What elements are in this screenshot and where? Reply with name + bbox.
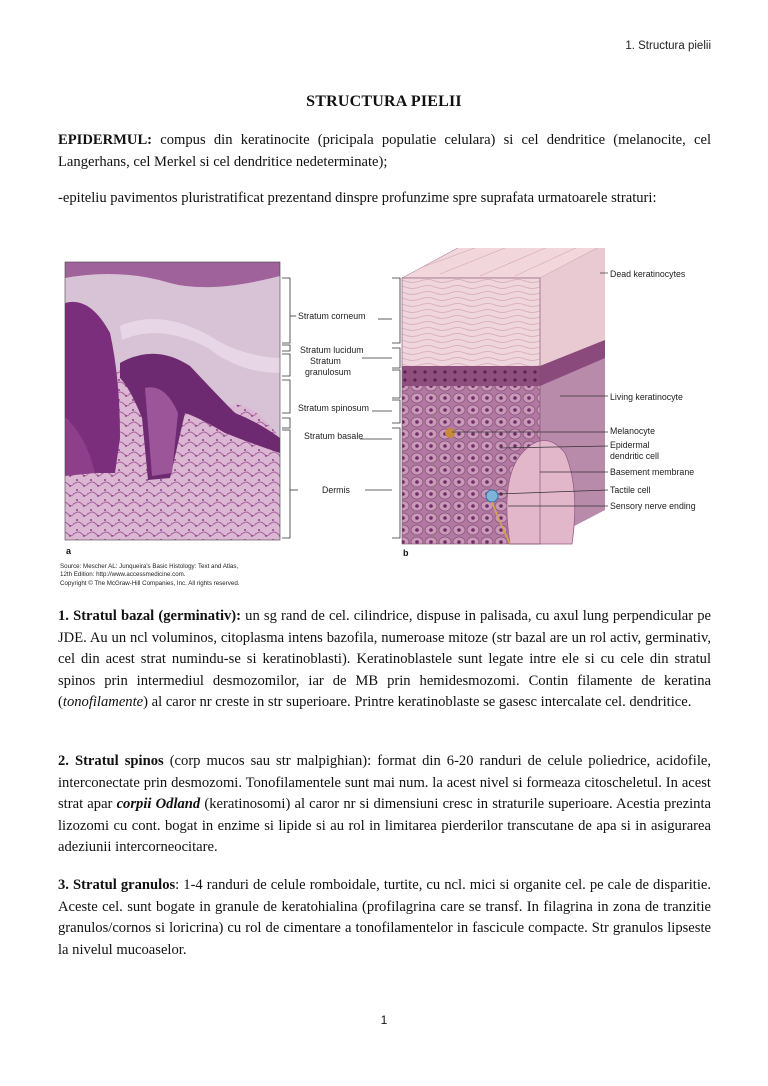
label-stratum-lucidum-a: Stratum lucidum: [300, 345, 364, 355]
label-stratum-granulosum-a1: Stratum: [310, 356, 341, 366]
epidermis-label: EPIDERMUL:: [58, 132, 153, 148]
panel-a-brackets: [282, 278, 298, 538]
section-heading: 2. Stratul spinos: [58, 753, 164, 769]
label-epidermal: Epidermal: [610, 440, 650, 450]
section-stratul-spinos: [58, 751, 711, 859]
page-number: 1: [380, 1013, 388, 1027]
epidermis-paragraph: [58, 130, 711, 173]
strata-paragraph: -epiteliu pavimentos pluristratificat prezentand dinspre profunzime spre suprafata urmatoarele straturi:: [58, 190, 657, 206]
label-stratum-corneum-a: Stratum corneum: [298, 311, 366, 321]
epidermis-text: compus din keratinocite (pricipala populatie celulara) si cel dendritice (melanocite, cel Langerhans, cel Merkel si cel dendritice nedeterminate);: [58, 132, 711, 170]
label-living-keratinocyte: Living keratinocyte: [610, 392, 683, 402]
figure-source-line3: Copyright © The McGraw-Hill Companies, Inc. All rights reserved.: [60, 580, 240, 587]
running-header: 1. Structura pielii: [625, 40, 711, 52]
label-basement-membrane: Basement membrane: [610, 467, 695, 477]
panel-b-letter: b: [403, 548, 409, 558]
section-heading: 1. Stratul bazal (germinativ):: [58, 608, 242, 624]
figure-source-line2: 12th Edition: http://www.accessmedicine.com.: [60, 571, 186, 578]
section-text: : 1-4 randuri de celule romboidale, turtite, cu ncl. mici si organite cel. pe cale de disparitie. Aceste cel. sunt bogate in granule de keratohialina (profilagrina care se transf. In filagrina in zona de tranzitie granulos/cornos si loricrina) cu rol de cimentare a tonofilamentelor in fascicule compacte. Str granulos lipseste la nivelul mucoaselor.: [58, 877, 712, 958]
skin-figure: [60, 248, 720, 593]
section-stratul-granulos: [58, 875, 711, 961]
label-dendritic-cell: dendritic cell: [610, 451, 659, 461]
section-emphasis: t: [62, 694, 67, 710]
page-title: STRUCTURA PIELII: [306, 93, 462, 110]
histology-panel-a: [65, 262, 280, 540]
section-emphasis: corpii Odland: [116, 796, 201, 812]
label-stratum-basale-a: Stratum basale: [304, 431, 364, 441]
label-stratum-granulosum-a2: granulosum: [305, 367, 351, 377]
section-text: ) al caror nr creste in str superioare. Printre keratinoblaste se gasesc intercalate cel. dendritice.: [143, 694, 692, 710]
label-dead-keratinocytes: Dead keratinocytes: [610, 269, 686, 279]
section-heading: 3. Stratul granulos: [58, 877, 176, 893]
section-emphasis: onofilamente: [66, 694, 144, 710]
section-stratul-bazal: [58, 606, 711, 714]
label-tactile-cell: Tactile cell: [610, 485, 651, 495]
label-sensory-nerve-ending: Sensory nerve ending: [610, 501, 696, 511]
panel-a-letter: a: [66, 546, 72, 556]
label-melanocyte: Melanocyte: [610, 426, 655, 436]
section-text: (corp mucos sau str malpighian): format din 6-20 randuri de celule poliedrice, acidofile, interconectate prin desmozomi. Tonofilamentele sunt mai num. la acest nivel si formeaza citoscheletul. In acest strat apar: [58, 753, 711, 812]
section-text: un sg rand de cel. cilindrice, dispuse in palisada, cu axul lung perpendicular pe JDE. Au un ncl voluminos, citoplasma intens bazofila, numeroase mitoze (str bazal are un rol activ, germinativ, cel din acest strat numindu-se si keratinoblasti). Keratinoblastele sunt legate intre ele si cu cele din stratul spinos prin intermediul desmozomilor, iar de MB prin hemidesmozomi. Contin filamente de keratina (: [58, 608, 711, 710]
label-dermis-a: Dermis: [322, 485, 350, 495]
figure-source-line1: Source: Mescher AL: Junqueira's Basic Histology: Text and Atlas,: [60, 563, 239, 570]
section-text: (keratinosomi) al caror nr si dimensiuni cresc in straturile superioare. Acestia prezinta lizozomi cu cont. bogat in enzime si lipide si au rol in limitarea pierderilor transcutane de apa si in asigurarea adeziunii intercorneocitare.: [58, 796, 711, 855]
label-stratum-spinosum-a: Stratum spinosum: [298, 403, 369, 413]
